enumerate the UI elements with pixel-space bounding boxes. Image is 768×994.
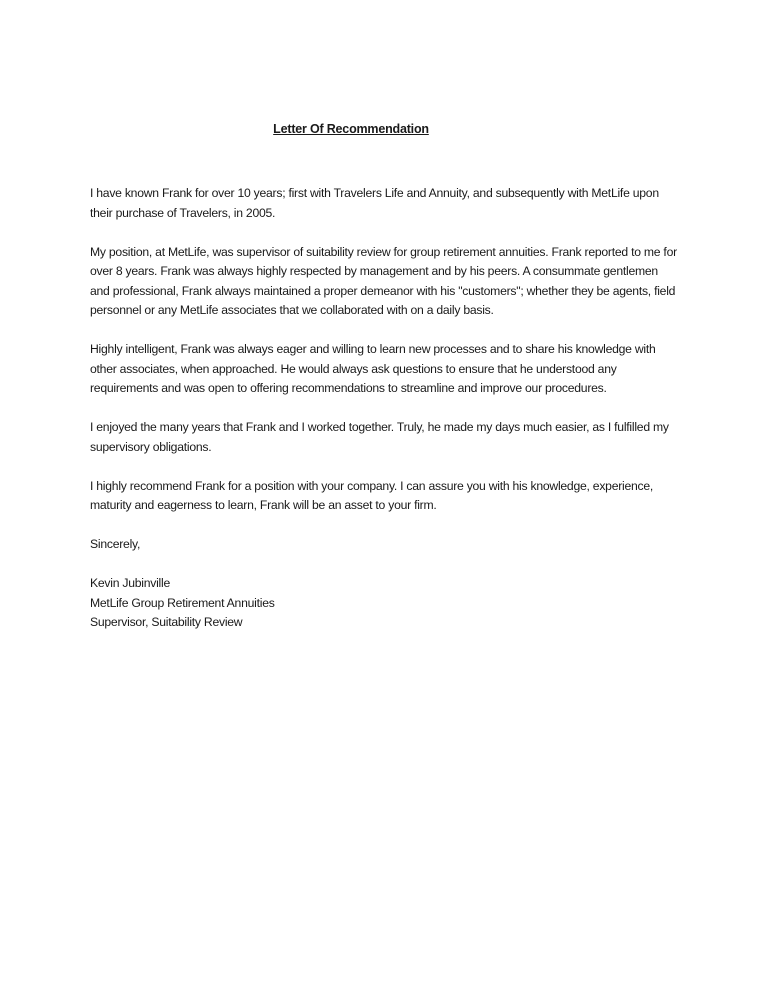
paragraph-enjoyed: I enjoyed the many years that Frank and I worked together. Truly, he made my days much easier, as I fulfilled my supervisory obligations. xyxy=(90,420,669,454)
paragraph-intelligence: Highly intelligent, Frank was always eager and willing to learn new processes and to share his knowledge with other associates, when approached. He would always ask questions to ensure that he understood any requirements and was open to offering recommendations to streamline and improve our procedures. xyxy=(90,342,656,395)
signature-name: Kevin Jubinville xyxy=(90,576,171,590)
signature-organization: MetLife Group Retirement Annuities xyxy=(90,595,275,610)
signature-block xyxy=(90,574,680,633)
paragraph-acquaintance: I have known Frank for over 10 years; first with Travelers Life and Annuity, and subsequently with MetLife upon their purchase of Travelers, in 2005. xyxy=(90,186,659,220)
letter-title: Letter Of Recommendation xyxy=(273,122,429,136)
signature-role: Supervisor, Suitability Review xyxy=(90,615,243,629)
paragraph-recommend: I highly recommend Frank for a position with your company. I can assure you with his knowledge, experience, maturity and eagerness to learn, Frank will be an asset to your firm. xyxy=(90,478,654,512)
paragraph-position: My position, at MetLife, was supervisor of suitability review for group retirement annuities. Frank reported to me for over 8 years. Frank was always highly respected by management and by his peers. A consummate gentlemen and professional, Frank always maintained a proper demeanor with his "customers"; whether they be agents, field personnel or any MetLife associates that we collaborated with on a daily basis. xyxy=(90,244,677,317)
closing-salutation: Sincerely, xyxy=(90,537,141,551)
letter-body xyxy=(90,184,680,633)
